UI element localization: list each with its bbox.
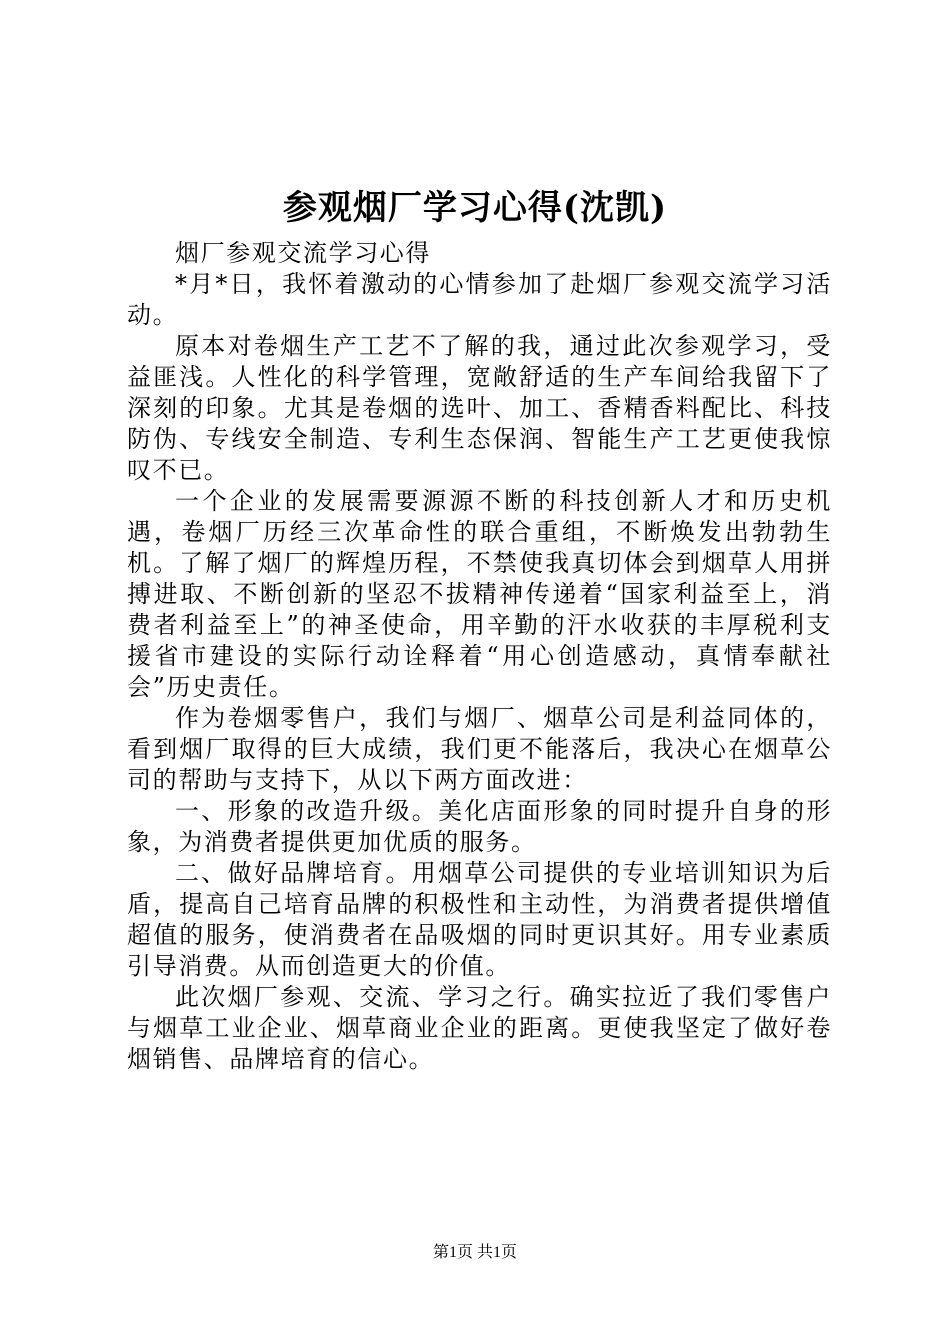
paragraph: 此次烟厂参观、交流、学习之行。确实拉近了我们零售户与烟草工业企业、烟草商业企业的距离。更使我坚定了做好卷烟销售、品牌培育的信心。 [127, 983, 832, 1073]
paragraph: *月*日，我怀着激动的心情参加了赴烟厂参观交流学习活动。 [127, 270, 832, 329]
page-number-footer: 第1页 共1页 [432, 1244, 517, 1261]
paragraph-subtitle: 烟厂参观交流学习心得 [175, 239, 431, 267]
paragraph: 一个企业的发展需要源源不断的科技创新人才和历史机遇，卷烟厂历经三次革命性的联合重组，不断焕发出勃勃生机。了解了烟厂的辉煌历程，不禁使我真切体会到烟草人用拼搏进取、不断创新的坚忍不拔精神传递着“国家利益至上，消费者利益至上”的神圣使命，用辛勤的汗水收获的丰厚税利支援省市建设的实际行动诠释着“用心创造感动，真情奉献社会”历史责任。 [127, 487, 832, 701]
paragraph: 二、做好品牌培育。用烟草公司提供的专业培训知识为后盾，提高自己培育品牌的积极性和主动性，为消费者提供增值超值的服务，使消费者在品吸烟的同时更识其好。用专业素质引导消费。从而创造更大的价值。 [127, 859, 832, 980]
document-body [127, 238, 832, 1075]
paragraph: 一、形象的改造升级。美化店面形象的同时提升自身的形象，为消费者提供更加优质的服务。 [127, 797, 832, 856]
paragraph: 原本对卷烟生产工艺不了解的我，通过此次参观学习，受益匪浅。人性化的科学管理，宽敞舒适的生产车间给我留下了深刻的印象。尤其是卷烟的选叶、加工、香精香料配比、科技防伪、专线安全制造、专利生态保润、智能生产工艺更使我惊叹不已。 [127, 332, 832, 484]
paragraph: 作为卷烟零售户，我们与烟厂、烟草公司是利益同体的，看到烟厂取得的巨大成绩，我们更不能落后，我决心在烟草公司的帮助与支持下，从以下两方面改进： [127, 704, 832, 794]
document-title: 参观烟厂学习心得(沈凯) [282, 188, 668, 228]
